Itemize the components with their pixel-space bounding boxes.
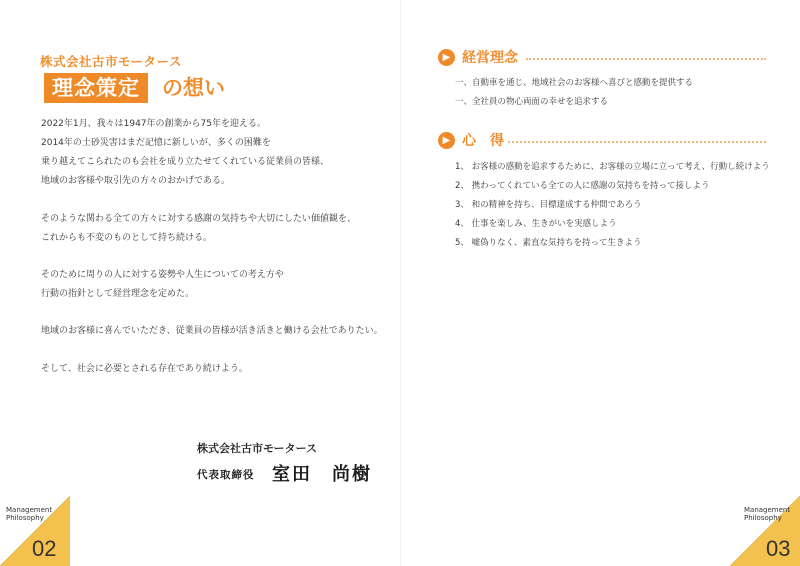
paragraph-line: 乗り越えてこられたのも会社を成り立たせてくれている従業員の皆様、 [41, 157, 330, 167]
principle-item: 3、 和の精神を持ち、目標達成する仲間であろう [455, 200, 642, 210]
page-corner-right [730, 496, 800, 566]
signature-company: 株式会社古市モータース [197, 442, 318, 455]
principle-item: 5、 嘘偽りなく、素直な気持ちを持って生きよう [455, 238, 642, 248]
arrow-right-circle-icon: ▶ [438, 132, 455, 149]
arrow-right-circle-icon: ▶ [438, 49, 455, 66]
dotted-rule [526, 58, 766, 60]
signature-role: 代表取締役 [197, 469, 255, 481]
paragraph-line: 2014年の土砂災害はまだ記憶に新しいが、多くの困難を [41, 138, 271, 148]
principle-item: 2、 携わってくれている全ての人に感謝の気持ちを持って接しよう [455, 181, 710, 191]
page-number: 03 [766, 536, 791, 561]
title-highlight: 理念策定 [44, 73, 148, 103]
page-corner-left [0, 496, 70, 566]
paragraph-line: 2022年1月、我々は1947年の創業から75年を迎える。 [41, 119, 266, 129]
paragraph-line: 地域のお客様に喜んでいただき、従業員の皆様が活き活きと働ける会社でありたい。 [41, 326, 383, 336]
signature-name: 室田 尚樹 [272, 464, 372, 485]
principle-item: 4、 仕事を楽しみ、生きがいを実感しよう [455, 219, 617, 229]
section-title: 心 得 [462, 133, 504, 149]
corner-label-2: Philosophy [744, 514, 782, 522]
page-divider [400, 0, 401, 566]
corner-label-2: Philosophy [6, 514, 44, 522]
paragraph-line: 地域のお客様や取引先の方々のおかげである。 [41, 176, 231, 186]
section-title: 経営理念 [462, 50, 518, 66]
paragraph-line: そのような関わる全ての方々に対する感謝の気持ちや大切にしたい価値観を、 [41, 214, 357, 224]
paragraph-line: 行動の指針として経営理念を定めた。 [41, 289, 195, 299]
principle-item: 1、 お客様の感動を追求するために、お客様の立場に立って考え、行動し続けよう [455, 162, 770, 172]
paragraph-line: そのために周りの人に対する姿勢や人生についての考え方や [41, 270, 284, 280]
company-name: 株式会社古市モータース [40, 54, 182, 69]
dotted-rule [508, 141, 766, 143]
paragraph-line: そして、社会に必要とされる存在であり続けよう。 [41, 364, 248, 374]
corner-label-1: Management [6, 506, 53, 514]
philosophy-item: 一、自動車を通じ、地域社会のお客様へ喜びと感動を提供する [455, 78, 694, 88]
paragraph-line: これからも不変のものとして持ち続ける。 [41, 233, 213, 243]
corner-label-1: Management [744, 506, 791, 514]
section-heading-principles [438, 130, 768, 152]
title-rest: の想い [162, 76, 225, 100]
philosophy-item: 一、全社員の物心両面の幸せを追求する [455, 97, 609, 107]
section-heading-philosophy [438, 47, 768, 69]
page-number: 02 [32, 536, 57, 561]
